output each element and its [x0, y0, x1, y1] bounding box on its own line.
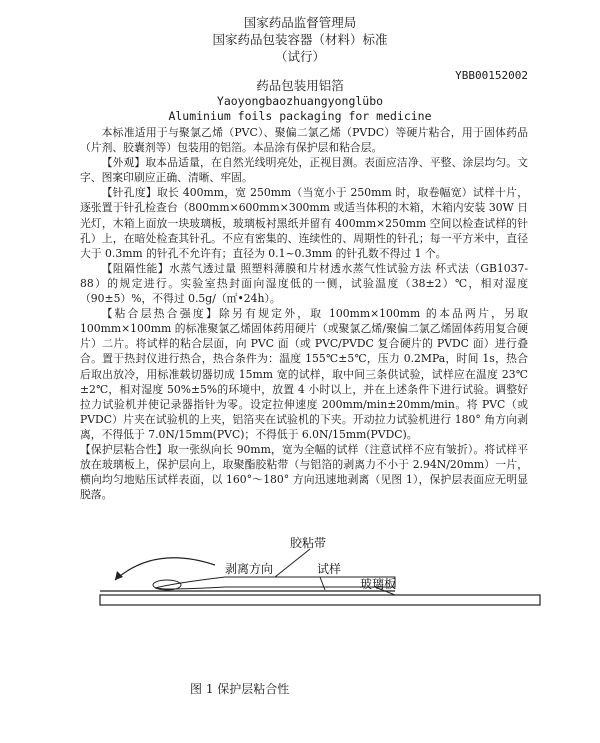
- figure-1: [95, 535, 555, 645]
- tape-leader: [275, 549, 310, 577]
- scope-paragraph: 本标准适用于与聚氯乙烯（PVC）、聚偏二氯乙烯（PVDC）等硬片粘合，用于固体药品（片剂、胶囊剂等）包装用的铝箔。本品涂有保护层和粘合层。: [80, 126, 528, 155]
- glass-label: 玻璃板: [360, 577, 397, 591]
- standard-body: [80, 125, 528, 502]
- title-block: [0, 78, 600, 124]
- sample-leader: [320, 577, 325, 590]
- figure-caption: 图 1 保护层粘合性: [190, 682, 290, 696]
- protective-layer-paragraph: 【保护层粘合性】取一张纵向长 90mm，宽为全幅的试样（注意试样不应有皱折）。将试样平放在玻璃板上，保护层向上，取聚酯胶粘带（与铝箔的剥离力不小于 2.94N/20mm）一片，横向均匀地贴压试样表面，以 160°～180° 方向迅速地剥离（见图 1），保护层表面应无明显脱落。: [80, 442, 528, 502]
- glass-plate-shape: [100, 595, 540, 605]
- peel-arrowhead-shape: [115, 571, 123, 580]
- tape-label: 胶粘带: [290, 536, 327, 550]
- title-pinyin: Yaoyongbaozhuangyonglübo: [216, 94, 384, 108]
- heat-seal-paragraph: 【粘合层热合强度】除另有规定外，取 100mm×100mm 的本品两片，另取 100mm×100mm 的标准聚氯乙烯固体药用硬片（或聚氯乙烯/聚偏二氯乙烯固体药用复合硬片）二片。将试样的粘合层面，向 PVC 面（或 PVC/PVDC 复合硬片的 PVDC 面）进行叠合。置于热封仪进行热合，热合条件为：温度 155℃±5℃，压力 0.2MPa，时间 1s，热合后取出放冷，用标准载切器切成 15mm 宽的试样，取中间三条供试验，试样应在温度 23℃±2℃，相对湿度 50%±5%的环境中，放置 4 小时以上，并在上述条件下进行试验。调整好拉力试验机并使记录器指针为零。设定拉伸速度 200mm/min±20mm/min。将 PVC（或 PVDC）片夹在试验机的上夹，铝箔夹在试验机的下夹。开动拉力试验机进行 180° 角方向剥离，不得低于 7.0N/15mm(PVC)；不得低于 6.0N/15mm(PVDC)。: [80, 307, 528, 441]
- trial-note: （试行）: [274, 49, 325, 64]
- title-chinese: 药品包装用铝箔: [256, 78, 344, 93]
- peel-direction-label: 剥离方向: [225, 562, 274, 576]
- peel-test-diagram: [95, 535, 555, 645]
- tape-shape: [155, 577, 395, 589]
- title-english: Aluminium foils packaging for medicine: [168, 109, 432, 123]
- document-code: YBB00152002: [455, 69, 528, 82]
- sample-label: 试样: [317, 562, 342, 576]
- barrier-paragraph: 【阻隔性能】水蒸气透过量 照塑料薄膜和片材透水蒸气性试验方法 杯式法（GB1037-88）的规定进行。实验室热封面向湿度低的一侧，试验温度（38±2）℃，相对湿度（90±5）%，不得过 0.5g/（㎡•24h）。: [80, 261, 528, 306]
- pinhole-paragraph: 【针孔度】取长 400mm，宽 250mm（当宽小于 250mm 时，取卷幅宽）试样十片，逐张置于针孔检查台（800mm×600mm×300mm 或适当体积的木箱，木箱内安装 30W 日光灯，木箱上面放一块玻璃板，玻璃板衬黑纸并留有 400mm×250mm 空间以检查试样的针孔）上，在暗处检查其针孔。不应有密集的、连续性的、周期性的针孔；每一平方米中，直径大于 0.3mm 的针孔不允许有；直径为 0.1~0.3mm 的针孔数不得过 1 个。: [80, 186, 528, 260]
- issuer-name: 国家药品监督管理局: [243, 15, 357, 30]
- appearance-paragraph: 【外观】取本品适量，在自然光线明亮处，正视目测。表面应洁净、平整、涂层均匀。文字、图案印刷应正确、清晰、牢固。: [80, 156, 528, 185]
- standard-category: 国家药品包装容器（材料）标准: [212, 32, 388, 47]
- peel-arrow-shape: [115, 558, 215, 580]
- issuer-header: [0, 14, 600, 65]
